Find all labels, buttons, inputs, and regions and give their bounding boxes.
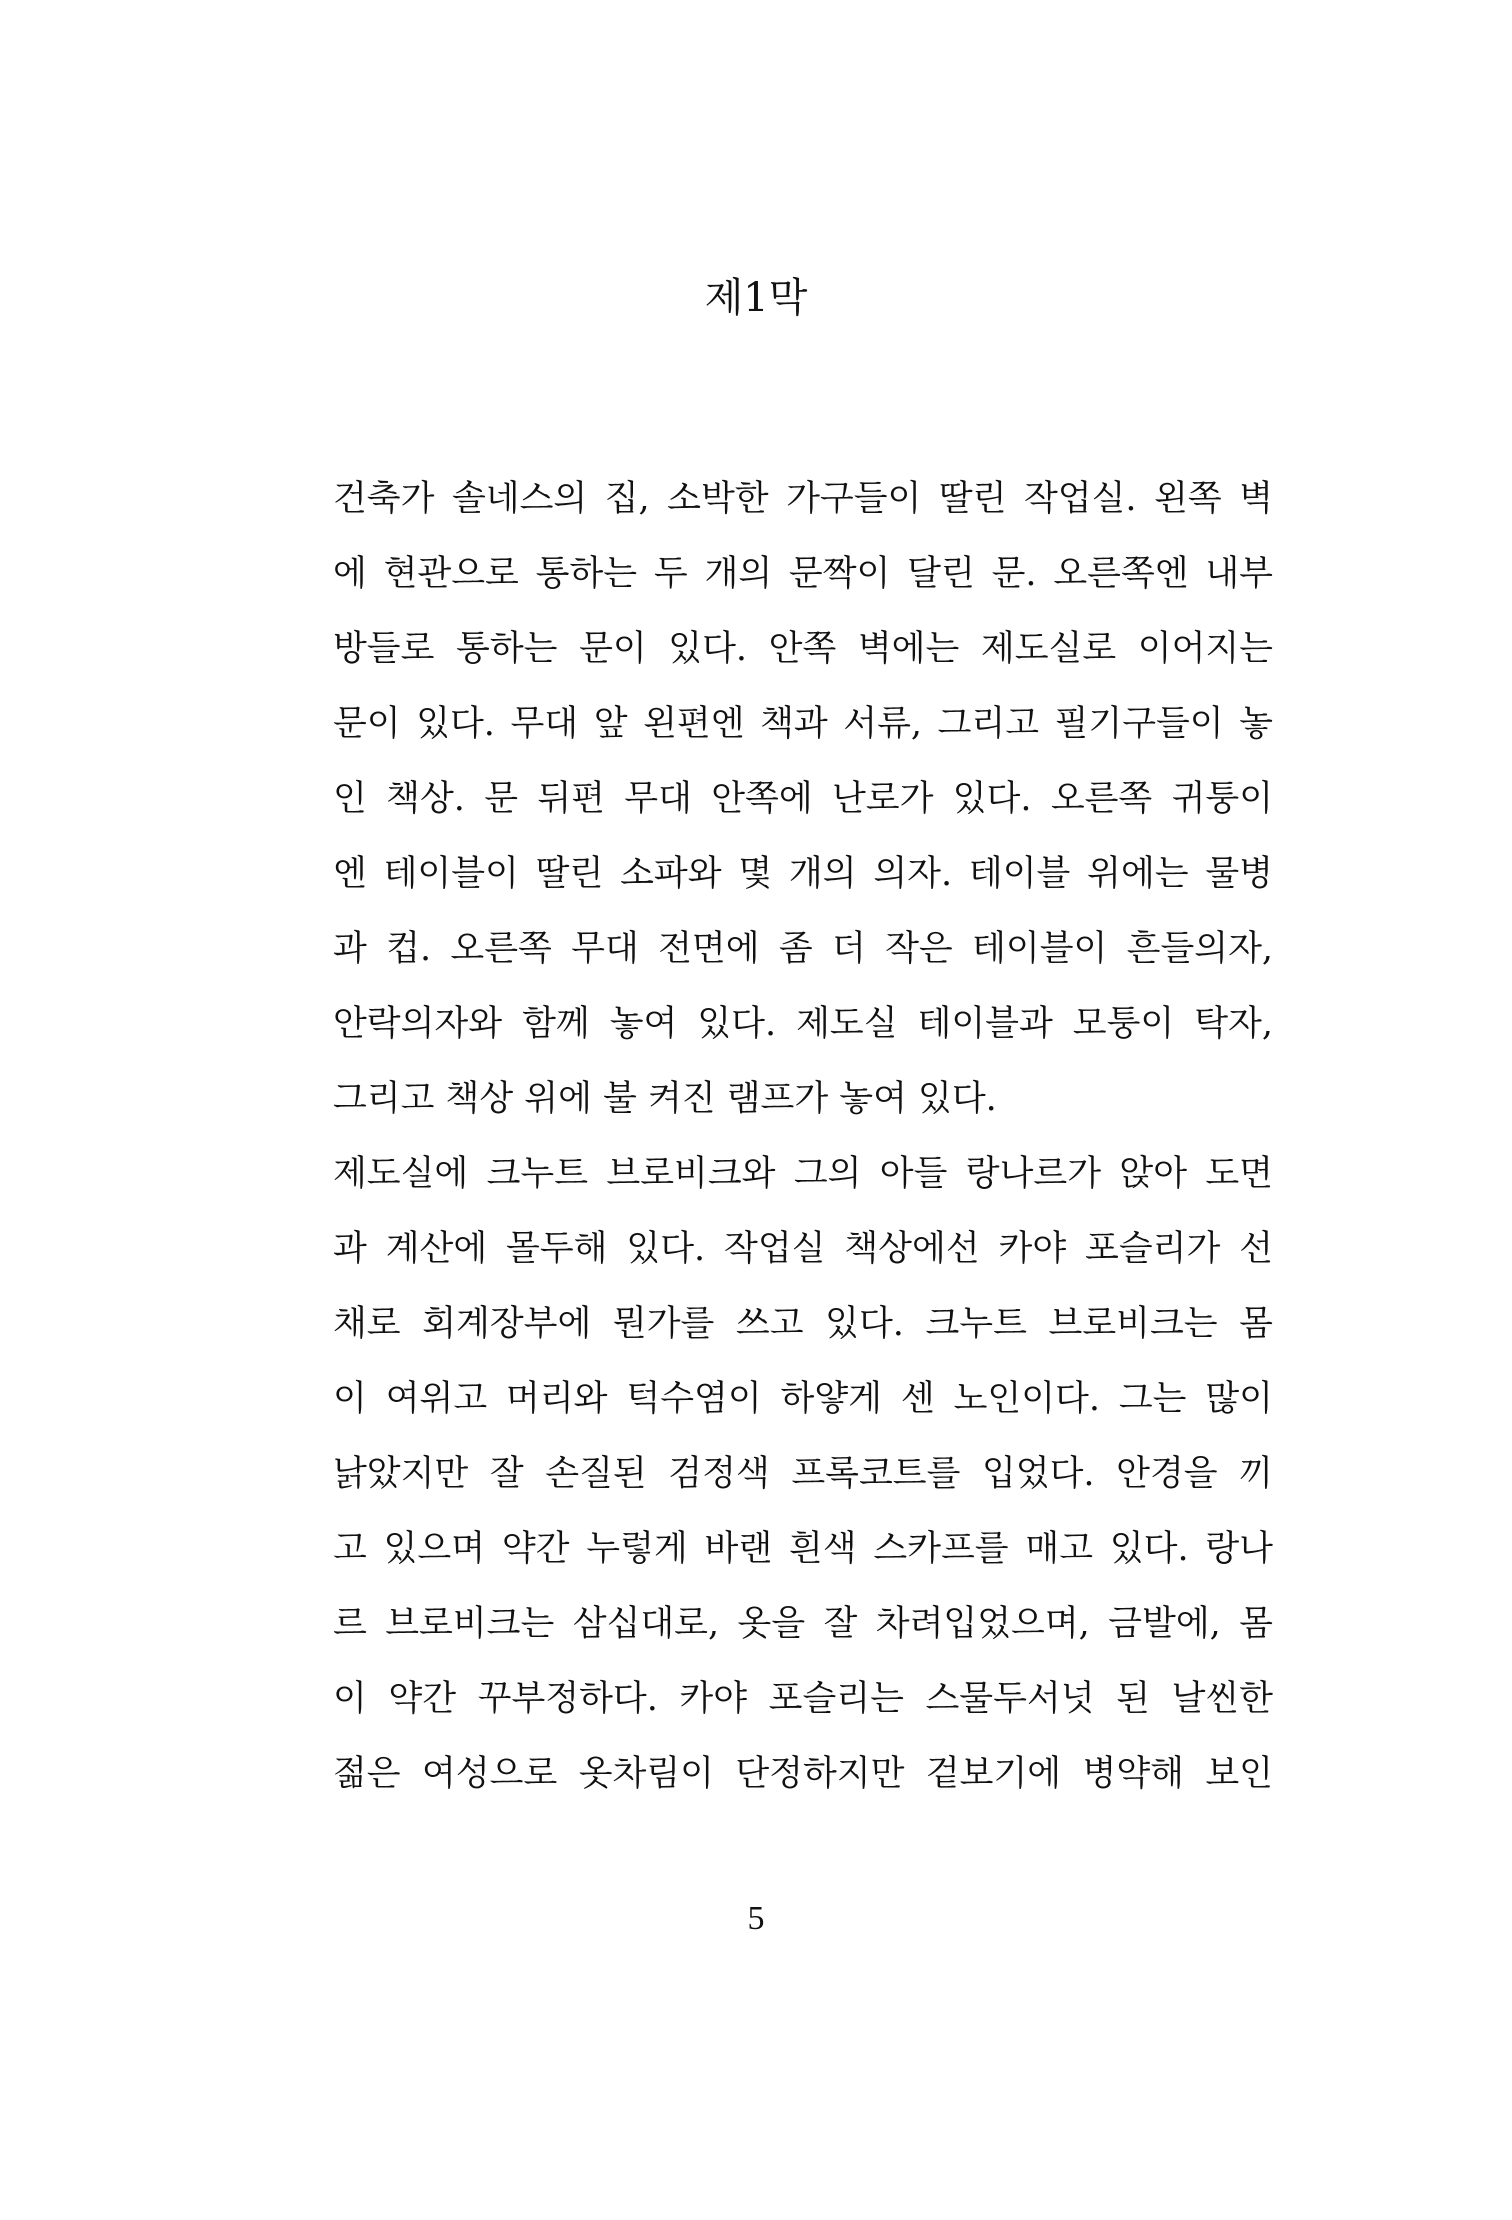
text-line: 건축가 솔네스의 집, 소박한 가구들이 딸린 작업실. 왼쪽 벽 xyxy=(333,479,1273,519)
page-number: 5 xyxy=(747,1900,765,1937)
text-line: 그리고 책상 위에 불 켜진 램프가 놓여 있다. xyxy=(333,1079,997,1119)
text-line: 젊은 여성으로 옷차림이 단정하지만 겉보기에 병약해 보인 xyxy=(333,1754,1273,1794)
text-line: 과 컵. 오른쪽 무대 전면에 좀 더 작은 테이블이 흔들의자, xyxy=(333,929,1273,969)
body-text xyxy=(333,462,1273,1812)
text-line: 채로 회계장부에 뭔가를 쓰고 있다. 크누트 브로비크는 몸 xyxy=(333,1304,1273,1344)
paragraph-characters xyxy=(333,1137,1273,1812)
text-line: 과 계산에 몰두해 있다. 작업실 책상에선 카야 포슬리가 선 xyxy=(333,1229,1273,1269)
paragraph-stage-setting xyxy=(333,462,1273,1137)
text-line: 안락의자와 함께 놓여 있다. 제도실 테이블과 모퉁이 탁자, xyxy=(333,1004,1273,1044)
text-line: 엔 테이블이 딸린 소파와 몇 개의 의자. 테이블 위에는 물병 xyxy=(333,854,1273,894)
text-line: 이 여위고 머리와 턱수염이 하얗게 센 노인이다. 그는 많이 xyxy=(333,1379,1273,1419)
text-line: 르 브로비크는 삼십대로, 옷을 잘 차려입었으며, 금발에, 몸 xyxy=(333,1604,1273,1644)
text-line: 고 있으며 약간 누렇게 바랜 흰색 스카프를 매고 있다. 랑나 xyxy=(333,1529,1273,1569)
text-line: 제도실에 크누트 브로비크와 그의 아들 랑나르가 앉아 도면 xyxy=(333,1154,1273,1194)
text-line: 방들로 통하는 문이 있다. 안쪽 벽에는 제도실로 이어지는 xyxy=(333,629,1273,669)
text-line: 문이 있다. 무대 앞 왼편엔 책과 서류, 그리고 필기구들이 놓 xyxy=(333,704,1273,744)
text-line: 인 책상. 문 뒤편 무대 안쪽에 난로가 있다. 오른쪽 귀퉁이 xyxy=(333,779,1273,819)
chapter-title: 제1막 xyxy=(704,275,808,321)
text-line: 이 약간 꾸부정하다. 카야 포슬리는 스물두서넛 된 날씬한 xyxy=(333,1679,1273,1719)
text-line: 낡았지만 잘 손질된 검정색 프록코트를 입었다. 안경을 끼 xyxy=(333,1454,1273,1494)
text-line: 에 현관으로 통하는 두 개의 문짝이 달린 문. 오른쪽엔 내부 xyxy=(333,554,1273,594)
